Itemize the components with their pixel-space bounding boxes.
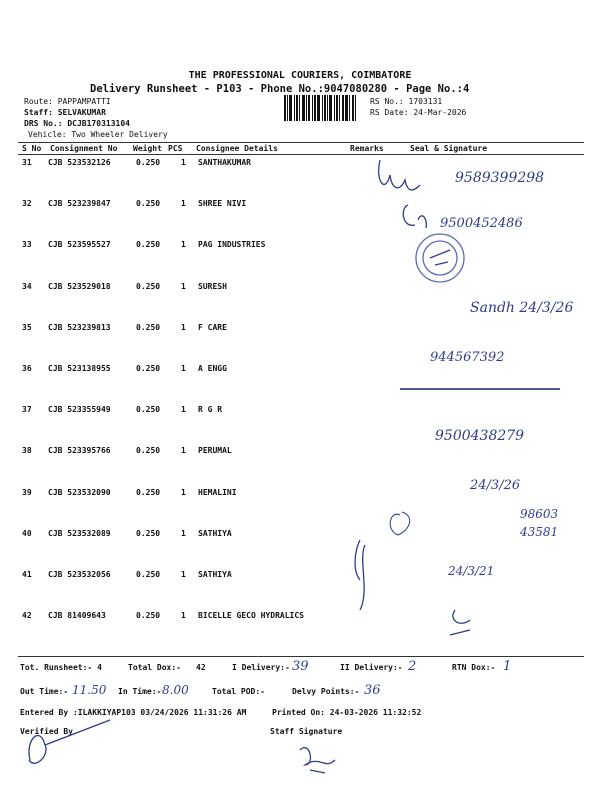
staff-label: Staff: SELVAKUMAR [24, 108, 106, 117]
verifier-signature [15, 715, 125, 775]
row-pcs: 1 [181, 405, 186, 415]
row-pcs: 1 [181, 487, 186, 497]
in-time-label: In Time:- [118, 687, 162, 696]
row-sno: 31 [22, 158, 32, 167]
row-pcs: 1 [181, 364, 186, 373]
hw-phone-31: 9589399298 [455, 170, 545, 186]
vehicle-label: Vehicle: Two Wheeler Delivery [28, 130, 168, 139]
company-title: THE PROFESSIONAL COURIERS, COIMBATORE [188, 70, 412, 81]
row-weight: 0.250 [136, 281, 161, 291]
col-remarks: Remarks [350, 144, 384, 153]
col-consignee: Consignee Details [196, 144, 278, 153]
row-consignee: SHREE NIVI [198, 199, 247, 209]
row-weight: 0.250 [136, 199, 161, 209]
staff-signature-label: Staff Signature [270, 727, 343, 736]
row-consignee: PERUMAL [198, 446, 232, 456]
row-pcs: 1 [181, 570, 186, 579]
row-sno: 40 [22, 528, 32, 538]
hw-phone-37: 9500438279 [435, 428, 525, 444]
row-consignee: SATHIYA [198, 528, 232, 538]
entered-by: Entered By :ILAKKIYAP103 03/24/2026 11:31:26 AM [20, 708, 247, 717]
rs-date: RS Date: 24-Mar-2026 [370, 108, 467, 117]
row-consignee: F CARE [198, 322, 227, 332]
col-seal: Seal & Signature [410, 144, 488, 153]
row-consignment: CJB 81409643 [48, 611, 106, 621]
row-weight: 0.250 [136, 405, 161, 415]
row-sno: 37 [22, 405, 32, 415]
row-weight: 0.250 [136, 364, 161, 373]
total-dox-value: 42 [196, 663, 206, 672]
row-consignment: CJB 523532126 [48, 158, 111, 167]
row-sno: 36 [22, 364, 32, 373]
row-consignment: CJB 523355949 [48, 405, 111, 415]
ii-delivery-label: II Delivery:- [340, 663, 403, 672]
row-pcs: 1 [181, 322, 186, 332]
route-label: Route: PAPPAMPATTI [24, 97, 111, 106]
row-sno: 38 [22, 446, 32, 456]
col-weight: Weight [133, 144, 162, 153]
row-consignment: CJB 523595527 [48, 240, 111, 250]
col-pcs: PCS [168, 144, 183, 153]
delvy-points-value: 36 [364, 683, 381, 698]
i-delivery-value: 39 [292, 659, 309, 674]
col-sno: S No [22, 144, 42, 153]
total-pod-label: Total POD:- [212, 687, 265, 696]
row-pcs: 1 [181, 240, 186, 250]
row-consignment: CJB 523532090 [48, 487, 111, 497]
staff-signature [290, 735, 350, 775]
table-top-rule [18, 142, 584, 143]
row-sno: 35 [22, 322, 32, 332]
row-consignee: A ENGG [198, 364, 227, 373]
drs-label: DRS No.: DCJB170313104 [24, 119, 130, 128]
verified-by: Verified By [20, 727, 73, 736]
row-weight: 0.250 [136, 446, 161, 456]
rs-no: RS No.: 1703131 [370, 97, 443, 106]
row-sno: 41 [22, 570, 32, 579]
hw-phone-39: 98603 43581 [520, 507, 559, 539]
row-pcs: 1 [181, 611, 186, 621]
row-consignment: CJB 523532089 [48, 528, 111, 538]
total-dox-label: Total Dox:- [128, 663, 181, 672]
row-weight: 0.250 [136, 570, 161, 579]
printed-on: Printed On: 24-03-2026 11:32:52 [272, 708, 422, 717]
row-weight: 0.250 [136, 158, 161, 167]
row-weight: 0.250 [136, 611, 161, 621]
row-consignment: CJB 523239847 [48, 199, 111, 209]
row-weight: 0.250 [136, 322, 161, 332]
row-consignee: HEMALINI [198, 487, 237, 497]
row-pcs: 1 [181, 199, 186, 209]
footer-rule [18, 656, 584, 657]
hw-phone-35: 944567392 [430, 350, 505, 365]
row-consignment: CJB 523395766 [48, 446, 111, 456]
row-consignee: SURESH [198, 281, 227, 291]
i-delivery-label: I Delivery:- [232, 663, 290, 672]
col-consignment: Consignment No [50, 144, 118, 153]
row-consignment: CJB 523532056 [48, 570, 111, 579]
row-pcs: 1 [181, 528, 186, 538]
tot-runsheet: Tot. Runsheet:- 4 [20, 663, 102, 672]
rtn-dox-value: 1 [503, 659, 512, 674]
row-weight: 0.250 [136, 528, 161, 538]
row-sno: 33 [22, 240, 32, 250]
barcode [284, 95, 368, 121]
stamp-36 [400, 372, 560, 390]
row-consignee: BICELLE GECO HYDRALICS [198, 611, 304, 621]
row-consignment: CJB 523239813 [48, 322, 111, 332]
row-pcs: 1 [181, 158, 186, 167]
runsheet-subtitle: Delivery Runsheet - P103 - Phone No.:9047080280 - Page No.:4 [90, 83, 470, 95]
row-consignment: CJB 523529018 [48, 281, 111, 291]
row-consignment: CJB 523138955 [48, 364, 111, 373]
delvy-points-label: Delvy Points:- [292, 687, 360, 696]
row-consignee: SANTHAKUMAR [198, 158, 251, 167]
in-time-value: 8.00 [162, 683, 189, 697]
row-sno: 32 [22, 199, 32, 209]
row-sno: 39 [22, 487, 32, 497]
rtn-dox-label: RTN Dox:- [452, 663, 496, 672]
out-time-value: 11.50 [72, 683, 107, 697]
row-weight: 0.250 [136, 240, 161, 250]
row-consignee: SATHIYA [198, 570, 232, 579]
ii-delivery-value: 2 [408, 659, 417, 674]
hw-sign-34: Sandh 24/3/26 [470, 300, 574, 316]
row-consignee: R G R [198, 405, 223, 415]
row-sno: 34 [22, 281, 32, 291]
out-time-label: Out Time:- [20, 687, 69, 696]
row-sno: 42 [22, 611, 32, 621]
row-pcs: 1 [181, 281, 186, 291]
hw-phone-32: 9500452486 [440, 216, 523, 231]
row-consignee: PAG INDUSTRIES [198, 240, 266, 250]
row-weight: 0.250 [136, 487, 161, 497]
hw-date-41: 24/3/21 [448, 564, 495, 578]
row-pcs: 1 [181, 446, 186, 456]
hw-date-38: 24/3/26 [470, 478, 521, 493]
